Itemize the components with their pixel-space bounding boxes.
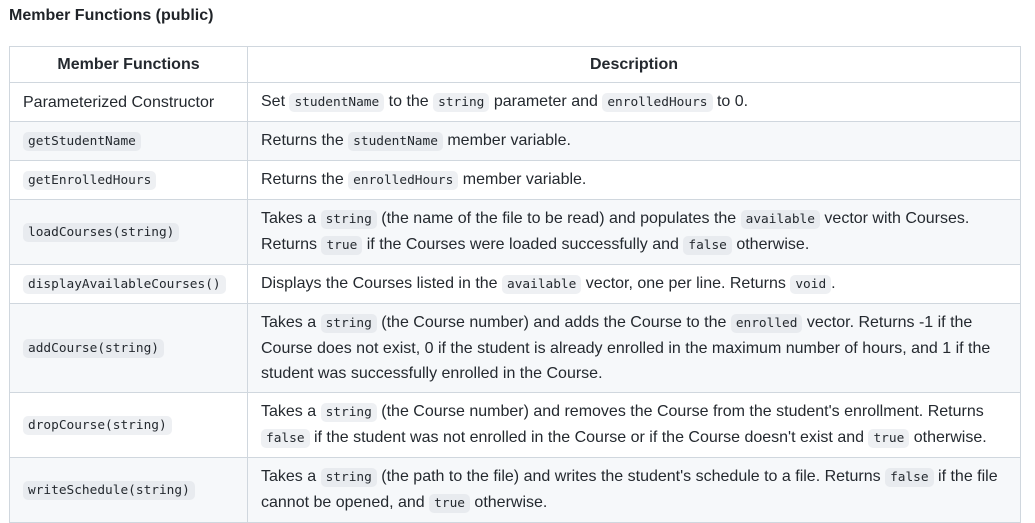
text-segment: (the path to the file) and writes the student's schedule to a file. Returns: [376, 468, 886, 485]
function-cell: [10, 122, 248, 161]
function-cell: [10, 265, 248, 304]
description-cell: [248, 265, 1021, 304]
inline-code: string: [321, 468, 377, 487]
inline-code: available: [502, 275, 581, 294]
function-cell: [10, 458, 248, 523]
text-segment: otherwise.: [909, 429, 987, 446]
inline-code: void: [790, 275, 831, 294]
text-segment: Returns the: [261, 132, 349, 149]
text-segment: .: [831, 275, 836, 292]
inline-code: getStudentName: [23, 132, 141, 151]
text-segment: Returns the: [261, 171, 349, 188]
table-row: [10, 393, 1021, 458]
table-row: [10, 161, 1021, 200]
text-segment: (the name of the file to be read) and populates the: [376, 210, 741, 227]
text-segment: otherwise.: [731, 236, 810, 253]
inline-code: studentName: [289, 93, 384, 112]
text-segment: vector with Courses. Returns: [261, 210, 970, 253]
inline-code: getEnrolledHours: [23, 171, 156, 190]
text-segment: if the file cannot be opened, and: [261, 468, 998, 511]
inline-code: false: [885, 468, 934, 487]
description-cell: [248, 200, 1021, 265]
table-row: [10, 304, 1021, 393]
text-segment: Displays the Courses listed in the: [261, 275, 502, 292]
table-row: [10, 265, 1021, 304]
inline-code: writeSchedule(string): [23, 481, 195, 500]
text-segment: if the student was not enrolled in the Course or if the Course doesn't exist and: [309, 429, 869, 446]
inline-code: enrolledHours: [602, 93, 712, 112]
inline-code: studentName: [348, 132, 443, 151]
inline-code: string: [321, 314, 377, 333]
function-cell: [10, 200, 248, 265]
text-segment: Parameterized Constructor: [23, 93, 215, 111]
text-segment: otherwise.: [469, 494, 548, 511]
function-cell: [10, 304, 248, 393]
inline-code: false: [261, 429, 310, 448]
description-cell: [248, 458, 1021, 523]
inline-code: enrolledHours: [348, 171, 458, 190]
description-cell: [248, 161, 1021, 200]
function-cell: [10, 393, 248, 458]
table-body: [10, 83, 1021, 523]
text-segment: member variable.: [458, 171, 587, 188]
header-member-functions: Member Functions: [10, 47, 248, 83]
text-segment: Set: [261, 93, 290, 110]
text-segment: vector, one per line. Returns: [581, 275, 791, 292]
section-heading: Member Functions (public): [9, 7, 214, 24]
text-segment: (the Course number) and removes the Course from the student's enrollment. Returns: [376, 403, 984, 420]
inline-code: loadCourses(string): [23, 223, 179, 242]
function-cell: [10, 83, 248, 122]
function-cell: [10, 161, 248, 200]
text-segment: parameter and: [489, 93, 603, 110]
text-segment: to the: [384, 93, 434, 110]
text-segment: to 0.: [712, 93, 749, 110]
inline-code: true: [429, 494, 470, 513]
description-cell: [248, 83, 1021, 122]
table-row: [10, 122, 1021, 161]
text-segment: member variable.: [442, 132, 571, 149]
inline-code: dropCourse(string): [23, 416, 172, 435]
table-header-row: [10, 47, 1021, 83]
inline-code: true: [321, 236, 362, 255]
inline-code: enrolled: [731, 314, 803, 333]
text-segment: Takes a: [261, 468, 321, 485]
table-row: [10, 83, 1021, 122]
description-cell: [248, 393, 1021, 458]
text-segment: vector. Returns -1 if the Course does not exist, 0 if the student is already enrolled in the maximum number of hours, and 1 if the student was successfully enrolled in the Course.: [261, 314, 991, 382]
member-functions-table: [9, 46, 1021, 523]
inline-code: string: [433, 93, 489, 112]
text-segment: (the Course number) and adds the Course to the: [376, 314, 731, 331]
inline-code: string: [321, 403, 377, 422]
inline-code: false: [683, 236, 732, 255]
description-cell: [248, 122, 1021, 161]
header-description: Description: [248, 47, 1021, 83]
text-segment: Takes a: [261, 314, 321, 331]
inline-code: string: [321, 210, 377, 229]
table-row: [10, 458, 1021, 523]
text-segment: Takes a: [261, 403, 321, 420]
text-segment: if the Courses were loaded successfully and: [362, 236, 684, 253]
inline-code: true: [868, 429, 909, 448]
table-row: [10, 200, 1021, 265]
text-segment: Takes a: [261, 210, 321, 227]
inline-code: available: [741, 210, 820, 229]
description-cell: [248, 304, 1021, 393]
inline-code: displayAvailableCourses(): [23, 275, 226, 294]
inline-code: addCourse(string): [23, 339, 164, 358]
